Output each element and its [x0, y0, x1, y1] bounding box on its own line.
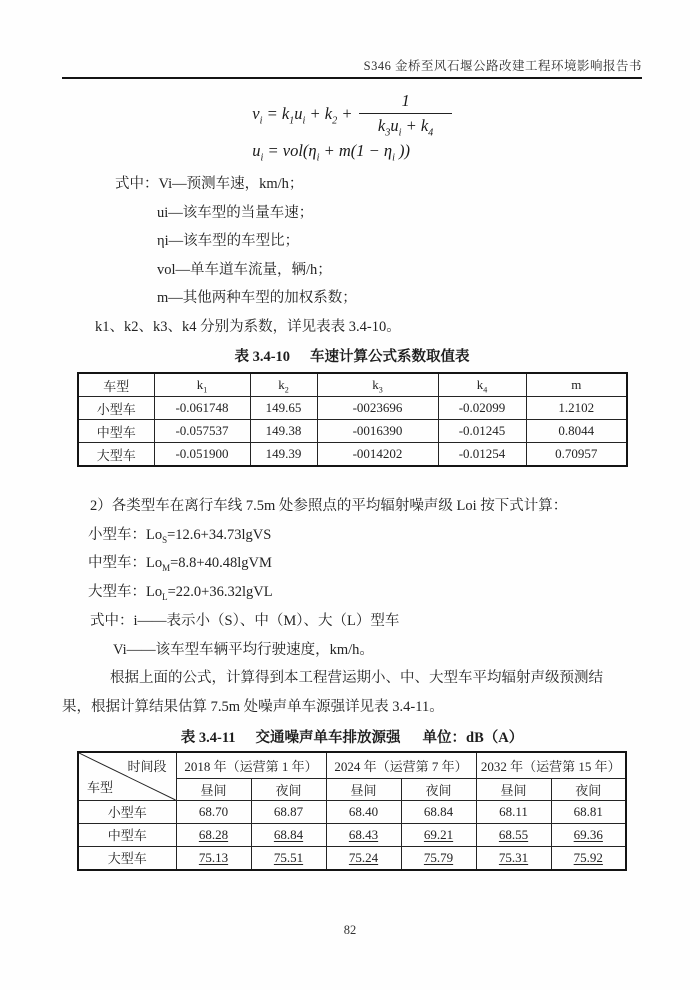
subheader-day: 昼间 — [176, 778, 251, 800]
lo-label: 大型车： — [88, 584, 146, 601]
cell: 75.13 — [176, 846, 251, 870]
cell: 75.51 — [251, 846, 326, 870]
table1-header-k3: $k_3$ — [317, 373, 438, 397]
table1-title — [62, 345, 642, 366]
table2-header-years — [78, 752, 626, 779]
row-label: 大型车 — [78, 846, 176, 870]
table1-number: 表 3.4-10 — [234, 349, 291, 365]
cell: 68.84 — [251, 823, 326, 846]
cell: 68.43 — [326, 823, 401, 846]
corner-label-period: 时间段 — [127, 758, 167, 774]
section2-note-i: 式中：i——表示小（S）、中（M）、大（L）型车 — [90, 612, 400, 629]
row-label: 中型车 — [78, 823, 176, 846]
cell: -0014202 — [317, 443, 438, 467]
table1-header-k4: $k_4$ — [438, 373, 526, 397]
lo-formula-small — [62, 521, 642, 550]
cell: 69.21 — [401, 823, 476, 846]
lo-formula-large — [62, 578, 642, 607]
table2-caption: 交通噪声单车排放源强 — [255, 729, 401, 746]
cell: 69.36 — [551, 823, 626, 846]
cell: 68.55 — [476, 823, 551, 846]
subheader-night: 夜间 — [401, 778, 476, 800]
formula-fraction — [359, 91, 451, 139]
fraction-denominator: $k_3u_i + k_4$ — [377, 116, 434, 139]
table1-caption: 车速计算公式系数取值表 — [310, 349, 470, 365]
cell: 75.92 — [551, 846, 626, 870]
lo-expression: $Lo_L=22.0+36.32lgVL$ — [146, 584, 273, 602]
cell: 68.84 — [401, 800, 476, 823]
formula-left-part: $v_i = k_1u_i + k_2$ + — [252, 103, 353, 126]
table1-header-cartype: 车型 — [78, 373, 154, 397]
table-row — [78, 420, 627, 443]
cell: -0.057537 — [154, 420, 250, 443]
table-noise-source — [77, 751, 627, 871]
subheader-day: 昼间 — [326, 778, 401, 800]
table2-title — [62, 726, 642, 747]
row-label: 大型车 — [78, 443, 154, 467]
formula-equivalent-speed: $u_i = vol(\eta_i + m(1 - \eta_i$ )) — [252, 141, 411, 164]
cell: -0016390 — [317, 420, 438, 443]
cell: 149.38 — [250, 420, 317, 443]
table2-corner-cell — [78, 752, 176, 801]
table2-number: 表 3.4-11 — [180, 729, 236, 746]
explain-vol: vol—单车道车流量，辆/h； — [157, 261, 332, 278]
noise-level-section — [62, 492, 642, 722]
cell: 1.2102 — [526, 397, 627, 420]
cell: -0.01245 — [438, 420, 526, 443]
explain-eta: ηi—该车型的车型比； — [157, 233, 300, 249]
explain-m: m—其他两种车型的加权系数； — [157, 290, 357, 306]
cell: 149.39 — [250, 443, 317, 467]
cell: 75.31 — [476, 846, 551, 870]
year-header-2018: 2018 年（运营第 1 年） — [176, 752, 326, 779]
cell: 68.28 — [176, 823, 251, 846]
explain-k-coefficients: k1、k2、k3、k4 分别为系数，详见表表 3.4-10。 — [95, 318, 401, 335]
table1-header-row — [78, 373, 627, 397]
lo-formula-medium — [62, 549, 642, 578]
lo-label: 中型车： — [88, 555, 146, 572]
header-title: S346 金桥至风石堰公路改建工程环境影响报告书 — [363, 59, 642, 73]
lo-expression: $Lo_M=8.8+40.48lgVM$ — [146, 555, 272, 574]
table-row — [78, 800, 626, 823]
table-coefficients — [77, 372, 628, 467]
cell: 68.81 — [551, 800, 626, 823]
cell: 0.8044 — [526, 420, 627, 443]
cell: -0.061748 — [154, 397, 250, 420]
page-number: 82 — [343, 923, 357, 937]
table1-header-k2: $k_2$ — [250, 373, 317, 397]
cell: 75.79 — [401, 846, 476, 870]
table1-header-m: m — [526, 373, 627, 397]
subheader-night: 夜间 — [251, 778, 326, 800]
table-row — [78, 846, 626, 870]
table-row — [78, 397, 627, 420]
table-row — [78, 823, 626, 846]
subheader-day: 昼间 — [476, 778, 551, 800]
cell: 68.87 — [251, 800, 326, 823]
result-paragraph-line2: 果，根据计算结果估算 7.5m 处噪声单车源强详见表 3.4-11。 — [62, 698, 444, 715]
section2-note-vi: Vi——该车型车辆平均行驶速度，km/h。 — [113, 641, 374, 658]
cell: 0.70957 — [526, 443, 627, 467]
cell: -0.01254 — [438, 443, 526, 467]
cell: 75.24 — [326, 846, 401, 870]
result-paragraph-line1: 根据上面的公式，计算得到本工程营运期小、中、大型车平均辐射声级预测结 — [110, 670, 603, 687]
section2-intro: 2）各类型车在离行车线 7.5m 处参照点的平均辐射噪声级 Loi 按下式计算： — [90, 498, 568, 514]
speed-formula-block — [62, 91, 642, 164]
row-label: 小型车 — [78, 800, 176, 823]
lo-label: 小型车： — [88, 526, 146, 543]
table-row — [78, 443, 627, 467]
cell: -0.051900 — [154, 443, 250, 467]
lo-expression: $Lo_S=12.6+34.73lgVS$ — [146, 526, 272, 545]
row-label: 小型车 — [78, 397, 154, 420]
corner-label-cartype: 车型 — [87, 779, 114, 795]
symbol-explanation-block — [62, 170, 642, 341]
page-header — [62, 56, 642, 79]
cell: -0.02099 — [438, 397, 526, 420]
cell: -0023696 — [317, 397, 438, 420]
cell: 68.70 — [176, 800, 251, 823]
table1-header-k1: $k_1$ — [154, 373, 250, 397]
explain-vi: 式中：Vi—预测车速，km/h； — [115, 176, 304, 192]
cell: 149.65 — [250, 397, 317, 420]
year-header-2032: 2032 年（运营第 15 年） — [476, 752, 626, 779]
header-rule — [62, 77, 642, 79]
row-label: 中型车 — [78, 420, 154, 443]
formula-predicted-speed — [252, 91, 451, 139]
explain-ui: ui—该车型的当量车速； — [157, 204, 314, 221]
cell: 68.11 — [476, 800, 551, 823]
table2-unit: 单位：dB（A） — [422, 729, 524, 746]
subheader-night: 夜间 — [551, 778, 626, 800]
fraction-numerator: 1 — [359, 91, 451, 114]
year-header-2024: 2024 年（运营第 7 年） — [326, 752, 476, 779]
cell: 68.40 — [326, 800, 401, 823]
